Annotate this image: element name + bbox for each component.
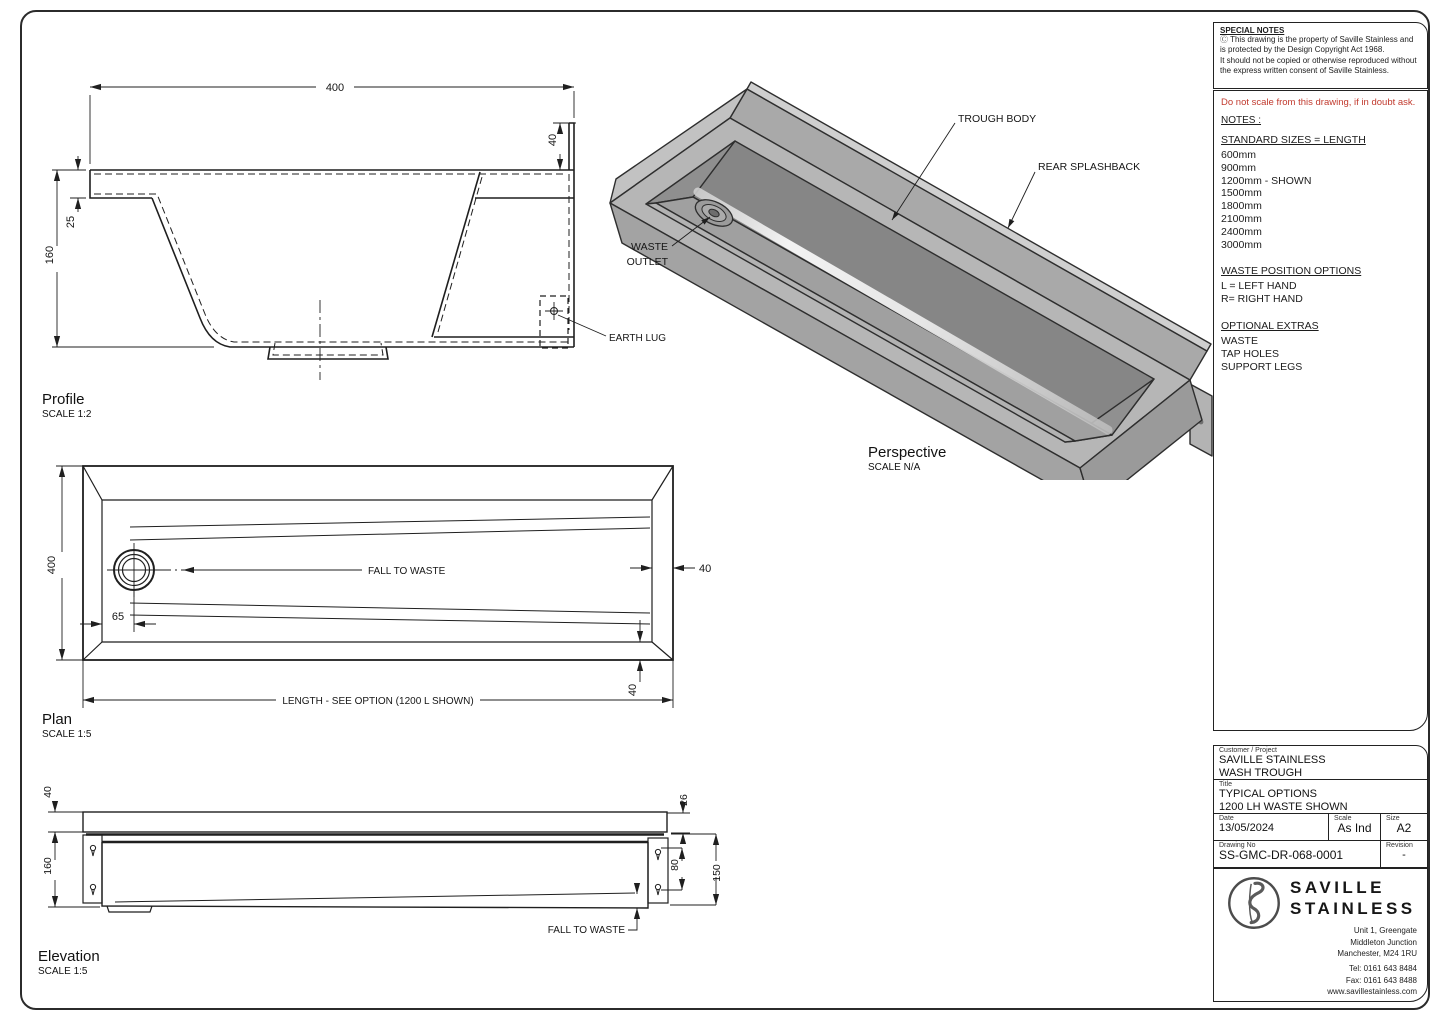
revision-label: Revision bbox=[1386, 842, 1413, 849]
waste-outlet-label-2: OUTLET bbox=[626, 256, 668, 268]
title-row bbox=[1214, 780, 1427, 814]
plan-dim-rim-bottom: 40 bbox=[627, 683, 639, 697]
plan-dim-waste-offset: 65 bbox=[111, 611, 125, 623]
optional-extras-heading: OPTIONAL EXTRAS bbox=[1221, 319, 1319, 332]
date-cell bbox=[1214, 814, 1328, 840]
special-notes-line: is protected by the Design Copyright Act 1968. bbox=[1220, 45, 1385, 55]
trough-3d bbox=[610, 82, 1212, 480]
extra-item: TAP HOLES bbox=[1221, 347, 1279, 360]
customer-label: Customer / Project bbox=[1219, 747, 1277, 754]
title-block bbox=[1213, 745, 1428, 868]
company-web[interactable]: www.savillestainless.com bbox=[1327, 987, 1417, 996]
plan-fall-label: FALL TO WASTE bbox=[368, 566, 446, 577]
date-value: 13/05/2024 bbox=[1219, 822, 1275, 834]
size-item: 2400mm bbox=[1221, 225, 1262, 238]
profile-dim-lines bbox=[52, 87, 576, 347]
size-item: 1500mm bbox=[1221, 187, 1262, 200]
special-notes-line: Ⓒ This drawing is the property of Saville Stainless and bbox=[1220, 35, 1414, 44]
plan-dim-rim-right: 40 bbox=[699, 563, 712, 575]
special-notes-line: It should not be copied or otherwise reproduced without bbox=[1220, 55, 1417, 65]
scale-cell bbox=[1328, 814, 1380, 840]
elevation-fall-label: FALL TO WASTE bbox=[547, 925, 625, 936]
perspective-view-title: Perspective bbox=[868, 444, 947, 461]
notes-box bbox=[1213, 90, 1428, 731]
perspective-view-scale: SCALE N/A bbox=[868, 462, 921, 473]
extra-item: WASTE bbox=[1221, 334, 1258, 347]
address-line: Manchester, M24 1RU bbox=[1337, 949, 1417, 958]
elevation-dim-splashback: 40 bbox=[42, 786, 54, 798]
plan-view-title: Plan bbox=[42, 711, 73, 728]
elevation-view-title: Elevation bbox=[38, 948, 100, 965]
company-contact bbox=[1327, 963, 1417, 998]
plan-view-scale: SCALE 1:5 bbox=[42, 729, 92, 740]
waste-outlet-label-1: WASTE bbox=[631, 241, 668, 253]
elevation-view-scale: SCALE 1:5 bbox=[38, 966, 88, 977]
customer-value-2: WASH TROUGH bbox=[1219, 766, 1303, 779]
do-not-scale-warning: Do not scale from this drawing, if in doubt ask. bbox=[1221, 97, 1416, 108]
date-label: Date bbox=[1219, 815, 1234, 822]
address-line: Unit 1, Greengate bbox=[1353, 926, 1417, 935]
size-item: 600mm bbox=[1221, 149, 1257, 161]
elevation-dim-slot-spacing: 80 bbox=[669, 859, 681, 871]
notes-heading: NOTES : bbox=[1221, 115, 1262, 126]
drawing-no-value: SS-GMC-DR-068-0001 bbox=[1219, 848, 1344, 862]
elevation-drawing bbox=[30, 780, 750, 980]
scale-value: As Ind bbox=[1337, 821, 1372, 835]
profile-dim-rim: 25 bbox=[65, 215, 77, 229]
elevation-outline bbox=[83, 812, 668, 912]
plan-outline bbox=[83, 466, 673, 660]
logo-block bbox=[1213, 868, 1428, 1002]
waste-option: L = LEFT HAND bbox=[1221, 280, 1297, 293]
perspective-drawing bbox=[590, 60, 1235, 480]
date-scale-size-row bbox=[1214, 814, 1427, 841]
company-fax: Fax: 0161 643 8488 bbox=[1345, 975, 1417, 985]
profile-hidden-lines bbox=[94, 174, 569, 355]
profile-drawing bbox=[30, 60, 670, 440]
rear-splashback-label: REAR SPLASHBACK bbox=[1038, 161, 1141, 173]
scale-label: Scale bbox=[1334, 815, 1352, 822]
plan-drawing bbox=[40, 460, 730, 750]
title-label: Title bbox=[1219, 781, 1232, 788]
elevation-dim-lines bbox=[48, 802, 716, 930]
company-tel: Tel: 0161 643 8484 bbox=[1348, 964, 1417, 973]
size-value: A2 bbox=[1396, 821, 1412, 835]
trough-body-label: TROUGH BODY bbox=[958, 113, 1037, 125]
plan-length-label: LENGTH - SEE OPTION (1200 L SHOWN) bbox=[282, 696, 474, 707]
profile-dim-splashback: 40 bbox=[547, 133, 559, 147]
special-notes-title: SPECIAL NOTES bbox=[1220, 26, 1285, 35]
company-name bbox=[1290, 877, 1416, 919]
special-notes-line: the express written consent of Saville Stainless. bbox=[1220, 65, 1389, 75]
elevation-dim-top-gap: 26 bbox=[678, 794, 690, 806]
company-name-line1: SAVILLE bbox=[1290, 878, 1386, 897]
profile-outline bbox=[90, 123, 574, 359]
title-value-2: 1200 LH WASTE SHOWN bbox=[1219, 800, 1348, 813]
profile-view-title: Profile bbox=[42, 391, 85, 408]
size-item: 1200mm - SHOWN bbox=[1221, 174, 1312, 187]
revision-value: - bbox=[1402, 849, 1406, 861]
drawing-no-cell bbox=[1214, 841, 1380, 867]
size-item: 3000mm bbox=[1221, 238, 1262, 251]
customer-row bbox=[1214, 746, 1427, 780]
company-logo-icon bbox=[1226, 875, 1282, 931]
keyhole-slots bbox=[90, 845, 660, 895]
plan-dim-width: 400 bbox=[46, 555, 58, 575]
company-address bbox=[1337, 925, 1417, 960]
size-item: 900mm bbox=[1221, 161, 1257, 174]
profile-dim-depth: 160 bbox=[44, 245, 56, 265]
profile-view-scale: SCALE 1:2 bbox=[42, 409, 92, 420]
size-label: Size bbox=[1386, 815, 1400, 822]
size-item: 2100mm bbox=[1221, 212, 1262, 225]
revision-cell bbox=[1380, 841, 1427, 867]
extra-item: SUPPORT LEGS bbox=[1221, 360, 1303, 373]
address-line: Middleton Junction bbox=[1350, 937, 1417, 947]
title-value-1: TYPICAL OPTIONS bbox=[1219, 788, 1318, 800]
waste-option: R= RIGHT HAND bbox=[1221, 293, 1303, 306]
sizes-heading: STANDARD SIZES = LENGTH bbox=[1221, 134, 1366, 146]
plan-drain bbox=[107, 543, 190, 597]
size-cell bbox=[1380, 814, 1427, 840]
drawing-no-label: Drawing No bbox=[1219, 842, 1256, 849]
special-notes-box bbox=[1213, 22, 1428, 89]
drawing-no-row bbox=[1214, 841, 1427, 867]
elevation-dim-bracket: 150 bbox=[711, 864, 723, 882]
plan-dim-lines bbox=[56, 466, 695, 708]
size-item: 1800mm bbox=[1221, 200, 1262, 213]
company-name-line2: STAINLESS bbox=[1290, 899, 1416, 918]
elevation-dim-depth: 160 bbox=[42, 857, 54, 875]
customer-value-1: SAVILLE STAINLESS bbox=[1219, 754, 1326, 766]
profile-dim-width: 400 bbox=[325, 82, 345, 94]
earth-lug-label: EARTH LUG bbox=[609, 333, 667, 344]
waste-position-heading: WASTE POSITION OPTIONS bbox=[1221, 265, 1362, 278]
